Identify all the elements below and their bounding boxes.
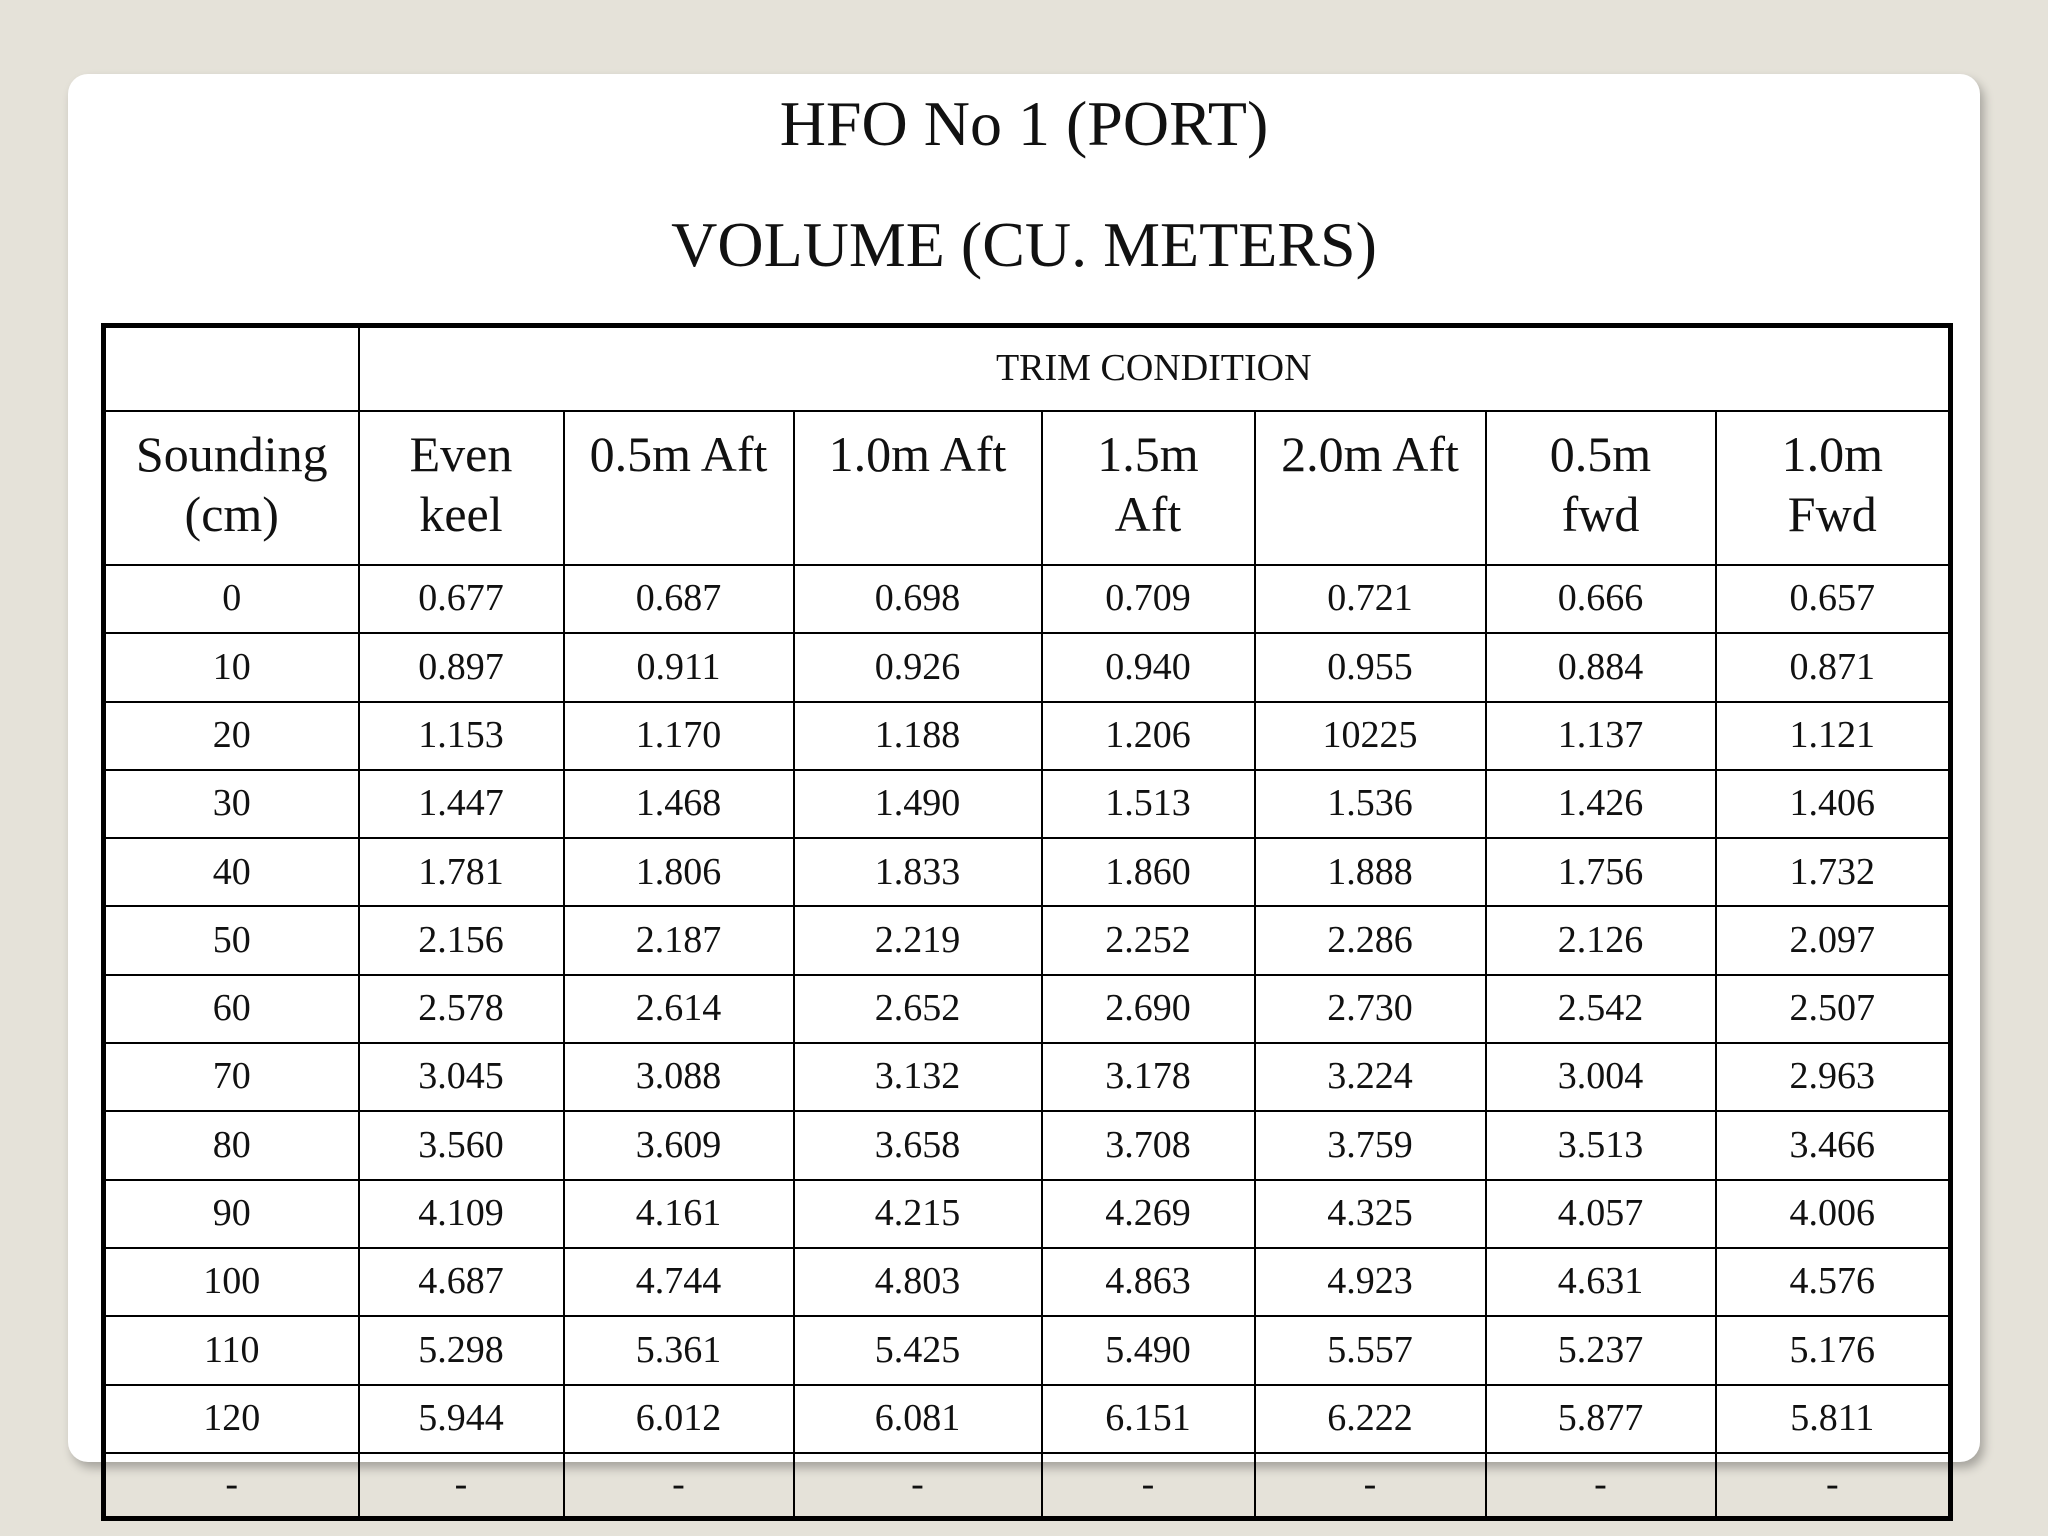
trim-condition-header: TRIM CONDITION xyxy=(359,326,1951,412)
volume-cell: 2.156 xyxy=(359,906,564,974)
volume-cell: 4.161 xyxy=(564,1180,794,1248)
sounding-cell: 60 xyxy=(104,975,359,1043)
volume-cell: 1.137 xyxy=(1486,702,1716,770)
volume-cell: 1.188 xyxy=(794,702,1042,770)
column-header: 1.0m Aft xyxy=(794,411,1042,565)
volume-cell: 4.744 xyxy=(564,1248,794,1316)
column-header: 0.5m fwd xyxy=(1486,411,1716,565)
volume-cell: 0.897 xyxy=(359,633,564,701)
volume-cell: 2.286 xyxy=(1255,906,1486,974)
volume-cell: 3.513 xyxy=(1486,1111,1716,1179)
volume-cell: 1.781 xyxy=(359,838,564,906)
table-row xyxy=(104,702,1951,770)
volume-cell: 1.121 xyxy=(1716,702,1951,770)
volume-cell: 4.215 xyxy=(794,1180,1042,1248)
volume-cell: 0.926 xyxy=(794,633,1042,701)
volume-cell: 1.468 xyxy=(564,770,794,838)
volume-cell: 2.730 xyxy=(1255,975,1486,1043)
volume-cell: 0.677 xyxy=(359,565,564,633)
volume-cell: 1.833 xyxy=(794,838,1042,906)
volume-cell: 4.863 xyxy=(1042,1248,1255,1316)
volume-cell: 4.803 xyxy=(794,1248,1042,1316)
volume-cell: 0.955 xyxy=(1255,633,1486,701)
column-header-row xyxy=(104,411,1951,565)
volume-cell: 0.871 xyxy=(1716,633,1951,701)
volume-cell: 1.806 xyxy=(564,838,794,906)
volume-cell: 3.045 xyxy=(359,1043,564,1111)
volume-cell: 0.721 xyxy=(1255,565,1486,633)
volume-cell: 2.252 xyxy=(1042,906,1255,974)
column-header: Even keel xyxy=(359,411,564,565)
volume-cell: 3.178 xyxy=(1042,1043,1255,1111)
sounding-cell: 30 xyxy=(104,770,359,838)
table-row xyxy=(104,906,1951,974)
volume-cell: 0.687 xyxy=(564,565,794,633)
volume-cell: 3.560 xyxy=(359,1111,564,1179)
volume-cell: 1.513 xyxy=(1042,770,1255,838)
volume-cell: 5.490 xyxy=(1042,1316,1255,1384)
volume-cell: 3.609 xyxy=(564,1111,794,1179)
table-row xyxy=(104,1316,1951,1384)
volume-cell: 4.576 xyxy=(1716,1248,1951,1316)
volume-cell: 2.507 xyxy=(1716,975,1951,1043)
column-header: 0.5m Aft xyxy=(564,411,794,565)
volume-cell: - xyxy=(794,1453,1042,1519)
volume-cell: 6.012 xyxy=(564,1385,794,1453)
volume-cell: 5.557 xyxy=(1255,1316,1486,1384)
table-row xyxy=(104,565,1951,633)
sounding-cell: 50 xyxy=(104,906,359,974)
table-row xyxy=(104,770,1951,838)
volume-cell: 0.657 xyxy=(1716,565,1951,633)
volume-cell: 1.447 xyxy=(359,770,564,838)
volume-cell: 1.732 xyxy=(1716,838,1951,906)
table-row xyxy=(104,1248,1951,1316)
sounding-cell: 70 xyxy=(104,1043,359,1111)
volume-cell: 1.860 xyxy=(1042,838,1255,906)
volume-cell: 1.153 xyxy=(359,702,564,770)
volume-cell: 0.709 xyxy=(1042,565,1255,633)
volume-cell: 4.269 xyxy=(1042,1180,1255,1248)
column-header: Sounding (cm) xyxy=(104,411,359,565)
volume-cell: 2.652 xyxy=(794,975,1042,1043)
volume-cell: 0.940 xyxy=(1042,633,1255,701)
volume-cell: 4.923 xyxy=(1255,1248,1486,1316)
volume-cell: 1.490 xyxy=(794,770,1042,838)
column-header: 2.0m Aft xyxy=(1255,411,1486,565)
volume-cell: 2.614 xyxy=(564,975,794,1043)
volume-table xyxy=(101,323,1953,1521)
slide-title: HFO No 1 (PORT) xyxy=(779,88,1269,159)
volume-cell: 3.759 xyxy=(1255,1111,1486,1179)
table-row xyxy=(104,1453,1951,1519)
volume-cell: 1.888 xyxy=(1255,838,1486,906)
table-row xyxy=(104,1385,1951,1453)
volume-cell: - xyxy=(1486,1453,1716,1519)
sounding-cell: 80 xyxy=(104,1111,359,1179)
volume-cell: 5.425 xyxy=(794,1316,1042,1384)
volume-cell: 3.004 xyxy=(1486,1043,1716,1111)
table-row xyxy=(104,1180,1951,1248)
volume-cell: 0.698 xyxy=(794,565,1042,633)
sounding-cell: 10 xyxy=(104,633,359,701)
table-row xyxy=(104,838,1951,906)
volume-cell: 3.224 xyxy=(1255,1043,1486,1111)
volume-cell: 2.187 xyxy=(564,906,794,974)
table-row xyxy=(104,633,1951,701)
volume-cell: 0.666 xyxy=(1486,565,1716,633)
volume-cell: - xyxy=(1716,1453,1951,1519)
sounding-cell: 0 xyxy=(104,565,359,633)
volume-cell: 5.176 xyxy=(1716,1316,1951,1384)
volume-cell: - xyxy=(1255,1453,1486,1519)
table-row xyxy=(104,975,1951,1043)
volume-cell: 3.088 xyxy=(564,1043,794,1111)
table-row xyxy=(104,1111,1951,1179)
volume-cell: 0.884 xyxy=(1486,633,1716,701)
volume-cell: 4.631 xyxy=(1486,1248,1716,1316)
volume-cell: 4.057 xyxy=(1486,1180,1716,1248)
volume-cell: 4.006 xyxy=(1716,1180,1951,1248)
sounding-cell: 120 xyxy=(104,1385,359,1453)
volume-cell: - xyxy=(564,1453,794,1519)
volume-cell: 4.687 xyxy=(359,1248,564,1316)
volume-cell: 5.811 xyxy=(1716,1385,1951,1453)
volume-cell: 1.406 xyxy=(1716,770,1951,838)
sounding-cell: 90 xyxy=(104,1180,359,1248)
volume-cell: - xyxy=(1042,1453,1255,1519)
volume-cell: 3.658 xyxy=(794,1111,1042,1179)
sounding-cell: 100 xyxy=(104,1248,359,1316)
sounding-cell: 110 xyxy=(104,1316,359,1384)
corner-cell xyxy=(104,326,359,412)
trim-header-row xyxy=(104,326,1951,412)
volume-cell: 6.222 xyxy=(1255,1385,1486,1453)
volume-cell: 1.426 xyxy=(1486,770,1716,838)
volume-cell: 4.325 xyxy=(1255,1180,1486,1248)
volume-cell: 5.298 xyxy=(359,1316,564,1384)
volume-cell: 2.690 xyxy=(1042,975,1255,1043)
volume-cell: 4.109 xyxy=(359,1180,564,1248)
volume-cell: 10225 xyxy=(1255,702,1486,770)
volume-cell: 6.151 xyxy=(1042,1385,1255,1453)
volume-cell: 5.877 xyxy=(1486,1385,1716,1453)
sounding-cell: - xyxy=(104,1453,359,1519)
column-header: 1.0m Fwd xyxy=(1716,411,1951,565)
volume-cell: 2.097 xyxy=(1716,906,1951,974)
volume-cell: 2.963 xyxy=(1716,1043,1951,1111)
volume-cell: 5.361 xyxy=(564,1316,794,1384)
volume-cell: 6.081 xyxy=(794,1385,1042,1453)
volume-cell: 2.126 xyxy=(1486,906,1716,974)
volume-cell: 2.578 xyxy=(359,975,564,1043)
volume-cell: 2.219 xyxy=(794,906,1042,974)
sounding-cell: 40 xyxy=(104,838,359,906)
volume-cell: 1.206 xyxy=(1042,702,1255,770)
sounding-cell: 20 xyxy=(104,702,359,770)
volume-cell: 3.466 xyxy=(1716,1111,1951,1179)
column-header: 1.5m Aft xyxy=(1042,411,1255,565)
volume-cell: 1.536 xyxy=(1255,770,1486,838)
volume-cell: 2.542 xyxy=(1486,975,1716,1043)
volume-cell: 1.170 xyxy=(564,702,794,770)
volume-cell: - xyxy=(359,1453,564,1519)
volume-cell: 5.237 xyxy=(1486,1316,1716,1384)
table-row xyxy=(104,1043,1951,1111)
volume-cell: 5.944 xyxy=(359,1385,564,1453)
volume-cell: 3.132 xyxy=(794,1043,1042,1111)
slide-subtitle: VOLUME (CU. METERS) xyxy=(671,209,1377,280)
volume-cell: 1.756 xyxy=(1486,838,1716,906)
volume-cell: 3.708 xyxy=(1042,1111,1255,1179)
volume-cell: 0.911 xyxy=(564,633,794,701)
